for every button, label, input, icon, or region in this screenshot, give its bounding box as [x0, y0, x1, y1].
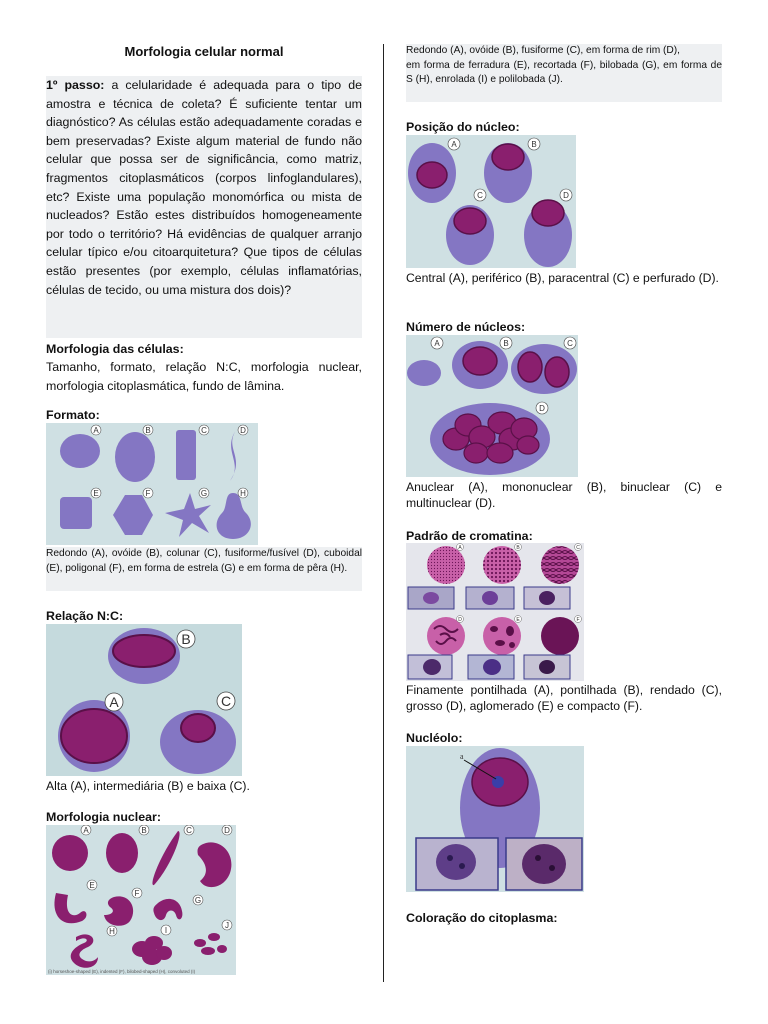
- formato-labels: [91, 425, 248, 498]
- label-d: D: [240, 426, 246, 435]
- svg-text:A: A: [83, 826, 89, 835]
- svg-text:G: G: [194, 896, 202, 905]
- relacao-nc-cells: [46, 624, 242, 776]
- svg-text:A: A: [434, 339, 440, 348]
- shape-ovoid: [115, 432, 155, 482]
- posicao-nucleo-heading: Posição do núcleo:: [406, 120, 520, 134]
- svg-text:C: C: [477, 191, 483, 200]
- nucleus-bi-2: [545, 357, 569, 387]
- nuclear-caption-continued: [406, 44, 722, 102]
- svg-text:C: C: [567, 339, 573, 348]
- nucleus-polylobed: [194, 933, 227, 955]
- cell-a-nucleus: [61, 709, 127, 763]
- label-a: A: [93, 426, 99, 435]
- cell-c-nucleus: [181, 714, 215, 742]
- relacao-nc-caption: Alta (A), intermediária (B) e baixa (C).: [46, 779, 250, 793]
- intro-text: a celularidade é adequada para o tipo de amostra e técnica de coleta? É suficiente tentar um diagnóstico? As células estão adequadamente coradas e bem preservadas? Existe algum material de fundo não celular que possa ser de significância, como matriz, fragmentos citoplasmáticos (corpos linfoglandulares), etc? Existe uma população monomórfica ou mista de nucleados? Estão estes distribuídos homogeneamente por todo o território? Há evidências de qualquer arranjo celular típico e/ou citoarquitetura? Que tipos de células estão presentes (por exemplo, células inflamatórias, células de tecido, ou uma mistura dos dois)?: [46, 78, 362, 297]
- svg-text:D: D: [458, 617, 462, 623]
- svg-text:J: J: [225, 921, 229, 930]
- nucleolus-label: a: [460, 752, 464, 761]
- nucleus-convoluted: [132, 936, 172, 965]
- chromatin-clumped: [483, 617, 521, 655]
- nuclear-caption-bottom: em forma de ferradura (E), recortada (F), bilobada (G), em forma de S (H), enrolada (I) e polilobada (J).: [406, 59, 722, 86]
- formato-heading: Formato:: [46, 408, 100, 422]
- coloracao-heading: Coloração do citoplasma:: [406, 911, 558, 925]
- nucleus-bilobed: [153, 899, 182, 920]
- nucleus-bi-1: [518, 352, 542, 382]
- numero-nucleos-figure: [406, 335, 578, 477]
- label-c: C: [220, 693, 232, 709]
- chromatin-compact: [541, 617, 579, 655]
- intro-lead: 1º passo:: [46, 78, 105, 92]
- nucleolo-diagram: [406, 746, 584, 892]
- nucleus-round: [52, 835, 88, 871]
- nucleus-ovoid: [106, 833, 138, 873]
- shape-round: [60, 434, 100, 468]
- morfologia-nuclear-heading: Morfologia nuclear:: [46, 810, 161, 824]
- cell-b-nucleus: [113, 635, 175, 667]
- nucleus-peripheral: [492, 144, 524, 170]
- svg-text:E: E: [516, 617, 520, 623]
- nucleus-indented: [104, 896, 133, 925]
- label-g: G: [200, 489, 208, 498]
- nucleolo-figure: [406, 746, 584, 892]
- nucleus-fusiform: [152, 831, 179, 885]
- posicao-cells: [406, 135, 576, 268]
- nucleus-mono: [463, 347, 497, 375]
- nuclear-caption-top: Redondo (A), ovóide (B), fusiforme (C), em forma de rim (D),: [406, 45, 681, 56]
- svg-text:D: D: [563, 191, 569, 200]
- cromatina-panels: [406, 543, 584, 681]
- nuclear-footnote: (i) horseshoe-shaped (E), indented (F), bilobed-shaped (H), convoluted (I): [48, 969, 196, 974]
- intro-paragraph: [46, 76, 362, 338]
- svg-text:B: B: [503, 339, 509, 348]
- numero-nucleos-heading: Número de núcleos:: [406, 320, 526, 334]
- cromatina-heading: Padrão de cromatina:: [406, 529, 533, 543]
- nuclear-shapes: [46, 825, 236, 975]
- svg-text:B: B: [531, 140, 537, 149]
- svg-text:C: C: [186, 826, 192, 835]
- shape-cuboidal: [60, 497, 92, 529]
- label-e: E: [93, 489, 99, 498]
- svg-text:A: A: [458, 545, 462, 551]
- morfologia-nuclear-figure: [46, 825, 236, 975]
- cromatina-caption: Finamente pontilhada (A), pontilhada (B), rendado (C), grosso (D), aglomerado (E) e compacto (F).: [406, 683, 722, 714]
- numero-nucleos-caption: Anuclear (A), mononuclear (B), binuclear (C) e multinuclear (D).: [406, 480, 722, 511]
- svg-text:A: A: [451, 140, 457, 149]
- svg-text:D: D: [224, 826, 230, 835]
- relacao-nc-figure: [46, 624, 242, 776]
- formato-caption: Redondo (A), ovóide (B), colunar (C), fusiforme/fusível (D), cuboidal (E), poligonal (F), em forma de estrela (G) e em forma de pêra (H).: [46, 547, 362, 591]
- numero-cells: [406, 335, 578, 477]
- svg-text:F: F: [576, 617, 580, 623]
- svg-text:F: F: [134, 889, 140, 898]
- page-title: Morfologia celular normal: [124, 44, 284, 59]
- shape-pear: [217, 493, 251, 539]
- nucleus-kidney: [197, 842, 231, 887]
- cromatina-figure: [406, 543, 584, 681]
- svg-text:D: D: [539, 404, 545, 413]
- formato-figure: [46, 423, 258, 545]
- nucleus-s-shaped: [71, 934, 98, 967]
- formato-shapes: [46, 423, 258, 545]
- svg-text:E: E: [89, 881, 95, 890]
- svg-text:I: I: [164, 926, 168, 935]
- nucleus-paracentral: [454, 208, 486, 234]
- svg-text:H: H: [109, 927, 115, 936]
- posicao-nucleo-figure: [406, 135, 576, 268]
- shape-columnar: [176, 430, 196, 480]
- svg-text:B: B: [516, 545, 520, 551]
- shape-star: [165, 493, 211, 537]
- cell-anuclear: [407, 360, 441, 386]
- nucleolo-heading: Nucléolo:: [406, 731, 463, 745]
- morfologia-celulas-heading: Morfologia das células:: [46, 342, 184, 356]
- label-a: A: [109, 694, 119, 710]
- label-b: B: [181, 631, 191, 647]
- column-divider: [383, 44, 384, 982]
- nucleus-central: [417, 162, 447, 188]
- label-f: F: [145, 489, 151, 498]
- nucleus-perforated: [532, 200, 564, 226]
- morfologia-celulas-text: Tamanho, formato, relação N:C, morfologia nuclear, morfologia citoplasmática, fundo de lâmina.: [46, 360, 362, 393]
- svg-text:B: B: [141, 826, 147, 835]
- relacao-nc-heading: Relação N:C:: [46, 609, 124, 623]
- label-b: B: [145, 426, 151, 435]
- label-h: H: [240, 489, 246, 498]
- label-c: C: [201, 426, 207, 435]
- shape-polygonal: [113, 495, 153, 535]
- nucleus-horseshoe: [54, 893, 86, 923]
- shape-fusiform: [230, 430, 236, 481]
- posicao-nucleo-caption: Central (A), periférico (B), paracentral (C) e perfurado (D).: [406, 271, 719, 285]
- svg-text:C: C: [576, 545, 580, 551]
